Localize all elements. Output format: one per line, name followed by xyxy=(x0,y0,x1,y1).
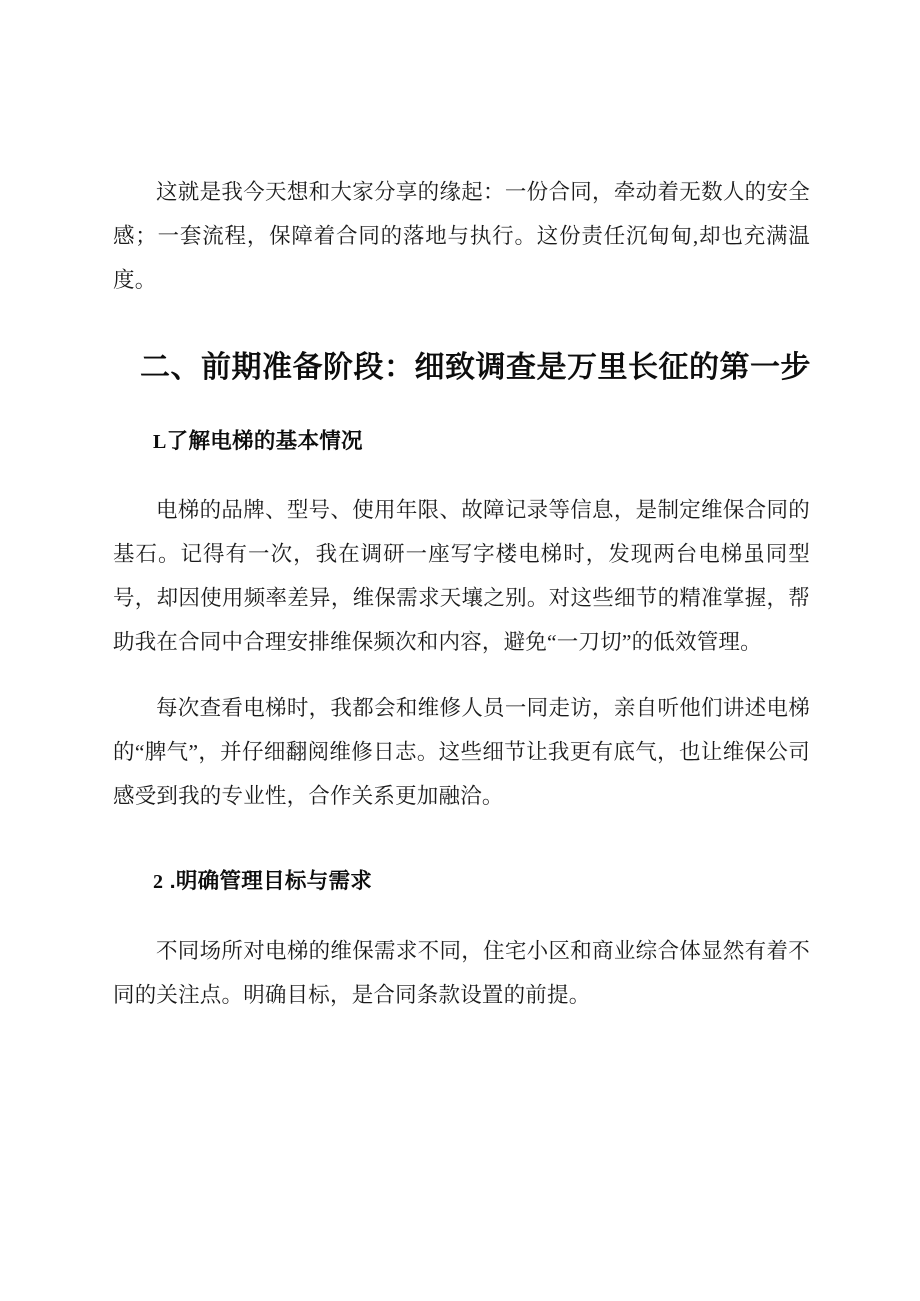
subheading-label-management-goals: .明确管理目标与需求 xyxy=(169,869,373,893)
subheading-number-2: 2 xyxy=(153,871,164,893)
paragraph-elevator-info-basis: 电梯的品牌、型号、使用年限、故障记录等信息，是制定维保合同的基石。记得有一次，我在调研一座写字楼电梯时，发现两台电梯虽同型号，却因使用频率差异，维保需求天壤之别。对这些细节的精准掌握，帮助我在合同中合理安排维保频次和内容，避免“一刀切”的低效管理。 xyxy=(113,498,810,654)
paragraph-venue-differences: 不同场所对电梯的维保需求不同，住宅小区和商业综合体显然有着不同的关注点。明确目标，是合同条款设置的前提。 xyxy=(113,939,810,1007)
top-margin-spacer xyxy=(113,0,810,170)
document-content-column xyxy=(113,0,810,1017)
paragraph-site-visit-experience: 每次查看电梯时，我都会和维修人员一同走访，亲自听他们讲述电梯的“脾气”，并仔细翻阅维修日志。这些细节让我更有底气，也让维保公司感受到我的专业性，合作关系更加融洽。 xyxy=(113,696,810,808)
paragraph-intro-origin: 这就是我今天想和大家分享的缘起：一份合同，牵动着无数人的安全感；一套流程，保障着合同的落地与执行。这份责任沉甸甸,却也充满温度。 xyxy=(113,180,810,292)
subheading-management-goals xyxy=(113,864,810,899)
subheading-label-elevator-basics: 了解电梯的基本情况 xyxy=(166,429,363,453)
spacer-before-subheading-2 xyxy=(113,818,810,864)
spacer-after-section-heading xyxy=(113,390,810,424)
subheading-elevator-basics xyxy=(113,424,810,459)
spacer-after-subheading-2 xyxy=(113,899,810,929)
section-heading-preparation-phase: 二、前期准备阶段：细致调查是万里长征的第一步 xyxy=(140,351,811,384)
spacer-after-subheading-1 xyxy=(113,459,810,488)
subheading-number-1: L xyxy=(153,431,167,453)
spacer-between-paragraphs xyxy=(113,664,810,686)
spacer-before-section-heading xyxy=(113,302,810,346)
